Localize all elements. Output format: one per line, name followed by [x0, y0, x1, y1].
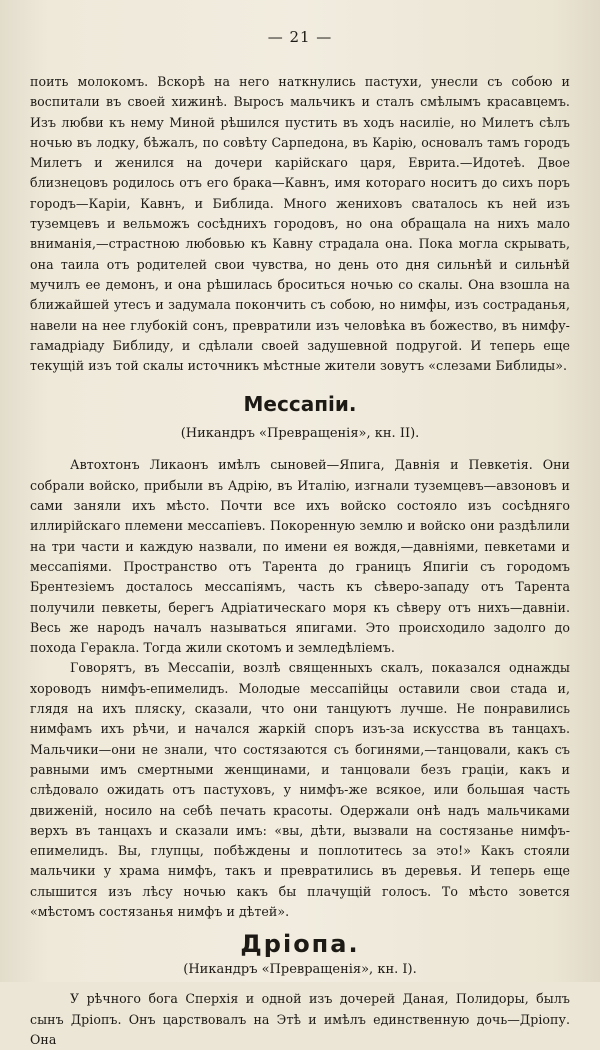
section-title-messapii: Мессапіи. [243, 392, 357, 417]
section-title-dryope: Дріопа. [240, 930, 360, 959]
messapii-paragraph-2: Говорятъ, въ Мессапіи, возлѣ священныхъ скалъ, показался однажды хороводъ нимфъ-епимелидъ. Молодые мессапійцы оставили свои стада и, глядя на ихъ пляску, сказали, что они танцуютъ лучше. Не понравились нимфамъ ихъ рѣчи, и начался жаркій споръ изъ-за искусства въ танцахъ. Мальчики—они не знали, что состязаются съ богинями,—танцовали, какъ съ равными имъ смертными женщинами, и танцовали безъ граціи, какъ и слѣдовало ожидать отъ пастуховъ, у нимфъ-же всякое, или большая часть движеній, носило на себѣ печать красоты. Одержали онѣ надъ мальчиками верхъ въ танцахъ и сказали имъ: «вы, дѣти, вызвали на состязанье нимфъ-епимелидъ. Вы, глупцы, побѣждены и поплотитесь за это!» Какъ стояли мальчики у храма нимфъ, такъ и превратились въ деревья. И теперь еще слышится изъ лѣсу ночью какъ бы плачущій голосъ. То мѣсто зовется «мѣстомъ состязанья нимфъ и дѣтей». [30, 660, 570, 919]
dryope-paragraph: У рѣчного бога Сперхія и одной изъ дочерей Даная, Полидоры, былъ сынъ Дріопъ. Онъ царствовалъ на Этѣ и имѣлъ единственную дочь—Дріопу. Она [30, 991, 570, 1047]
page-number: — 21 — [267, 28, 333, 46]
messapii-paragraph-1: Автохтонъ Ликаонъ имѣлъ сыновей—Япига, Давнія и Певкетія. Они собрали войско, прибыли въ Адрію, въ Италію, изгнали туземцевъ—авзоновъ и сами заняли ихъ мѣсто. Почти все ихъ войско состояло изъ сосѣдняго иллирійскаго племени мессапіевъ. Покоренную землю и войско они раздѣлили на три части и каждую назвали, по имени ея вождя,—давніями, певкетами и мессапіями. Пространство отъ Тарента до границъ Япигіи съ городомъ Брентезіемъ досталось мессапіямъ, часть къ сѣверо-западу отъ Тарента получили певкеты, берегъ Адріатическаго моря къ сѣверу отъ нихъ—давніи. Весь же народъ началъ называться япигами. Это происходило задолго до похода Геракла. Тогда жили скотомъ и земледѣліемъ. [30, 457, 570, 656]
section-source-messapii: (Никандръ «Превращенія», кн. II). [180, 426, 420, 442]
section-source-dryope: (Никандръ «Превращенія», кн. I). [183, 962, 417, 978]
intro-paragraph: поить молокомъ. Вскорѣ на него наткнулись пастухи, унесли съ собою и воспитали въ своей хижинѣ. Выросъ мальчикъ и сталъ смѣлымъ красавцемъ. Изъ любви къ нему Миной рѣшился пустить въ ходъ насиліе, но Милетъ сѣлъ ночью въ лодку, бѣжалъ, по совѣту Сарпедона, въ Карію, основалъ тамъ городъ Милетъ и женился на дочери карійскаго царя, Еврита.—Идотеѣ. Двое близнецовъ родилось отъ его брака—Кавнъ, имя котораго носитъ до сихъ поръ городъ—Каріи, Кавнъ, и Библида. Много жениховъ сваталось къ ней изъ туземцевъ и вельможъ сосѣднихъ городовъ, но она обращала на нихъ мало вниманія,—страстною любовью къ Кавну страдала она. Пока могла скрывать, она таила отъ родителей свои чувства, но день ото дня сильнѣй и сильнѣй мучилъ ее демонъ, и она рѣшилась броситься ночью со скалы. Она взошла на ближайшей утесъ и задумала покончить съ собою, но нимфы, изъ состраданья, навели на нее глубокій сонъ, превратили изъ человѣка въ божество, въ нимфу-гамадріаду Библиду, и сдѣлали своей задушевной подругой. И теперь еще текущій изъ той скалы источникъ мѣстные жители зовутъ «слезами Библиды». [30, 74, 570, 374]
